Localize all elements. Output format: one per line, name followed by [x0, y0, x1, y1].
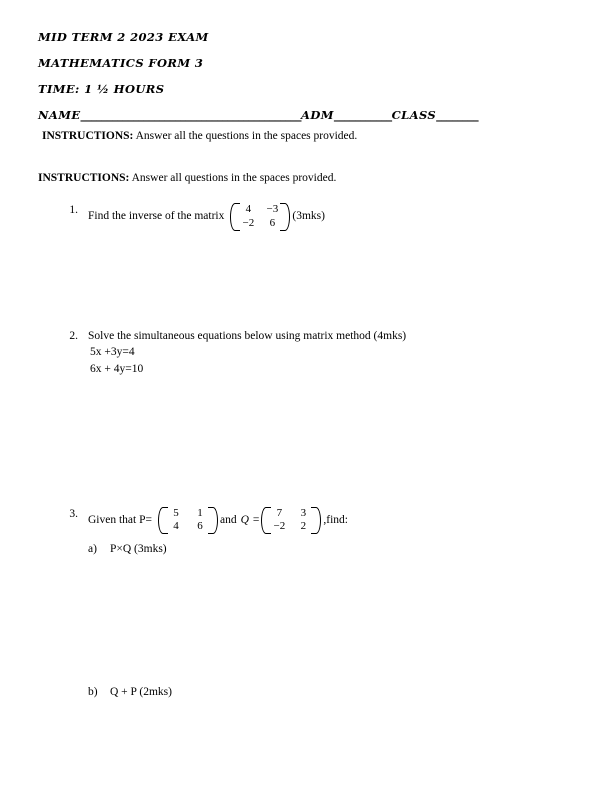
matrix-cell: 7 [276, 506, 283, 519]
question-text-start: Given that P= [88, 513, 152, 526]
equation-line-1: 5x +3y=4 [90, 346, 135, 359]
sub-question-a-label: a) [88, 543, 97, 556]
equals-sign: = [252, 513, 260, 526]
question-text-end: ,find: [323, 513, 349, 526]
matrix-cell: 2 [300, 520, 307, 533]
matrix-cell: 1 [197, 506, 203, 519]
question-text: Find the inverse of the matrix [88, 210, 225, 223]
question-list [38, 202, 556, 700]
question-body [88, 506, 556, 701]
question-text-mid: and [219, 513, 237, 526]
instructions-secondary [38, 172, 556, 184]
question-number: 3. [69, 507, 78, 520]
sub-question-a [88, 541, 556, 558]
question-number: 1. [69, 204, 78, 216]
class-label: CLASS [391, 108, 437, 122]
question-body [88, 328, 556, 378]
student-details-row [38, 108, 556, 122]
question-marks: (3mks) [292, 210, 325, 223]
left-paren-icon [261, 506, 268, 536]
matrix-cell: 6 [269, 216, 276, 229]
name-label: NAME [38, 108, 81, 122]
class-blank[interactable]: ________ [436, 108, 479, 122]
matrix-cell: −3 [266, 203, 279, 215]
matrix-q [261, 506, 321, 536]
sub-question-b-label: b) [88, 685, 98, 698]
right-paren-icon [314, 506, 321, 536]
exam-title-line: MID TERM 2 2023 EXAM [38, 30, 209, 44]
question-text: Solve the simultaneous equations below using matrix method (4mks) [88, 329, 407, 342]
matrix-cell: 5 [173, 506, 179, 519]
instructions-primary-lead: INSTRUCTIONS: [42, 130, 134, 142]
instructions-primary-text: Answer all the questions in the spaces provided. [133, 130, 358, 142]
matrix-p [158, 506, 218, 536]
exam-subject-line: MATHEMATICS FORM 3 [38, 56, 204, 70]
matrix-cell: −2 [273, 520, 286, 533]
right-paren-icon [211, 506, 218, 536]
instructions-secondary-text: Answer all questions in the spaces provided. [129, 172, 337, 184]
adm-blank[interactable]: ___________ [333, 108, 392, 122]
left-paren-icon [158, 506, 165, 536]
matrix-cell: 3 [300, 506, 307, 519]
matrix-cell: −2 [242, 216, 255, 229]
question-item [38, 506, 556, 701]
matrix-cell: 4 [245, 203, 252, 215]
exam-time-line: TIME: 1 ½ HOURS [38, 82, 165, 96]
left-paren-icon [230, 202, 237, 232]
question-number: 2. [69, 329, 78, 342]
sub-question-b [88, 684, 556, 701]
matrix-cell: 6 [197, 520, 203, 533]
question-item [38, 202, 556, 232]
adm-label: ADM [301, 108, 334, 122]
matrix-cell: 4 [173, 520, 179, 533]
sub-question-a-text: P×Q (3mks) [110, 543, 167, 556]
question-item [38, 328, 556, 378]
variable-q-label: Q [240, 513, 249, 526]
instructions-secondary-lead: INSTRUCTIONS: [38, 172, 130, 184]
instructions-primary [42, 130, 556, 142]
question-body [88, 202, 556, 232]
matrix-inverse-operand [230, 202, 290, 232]
sub-question-b-text: Q + P (2mks) [110, 685, 172, 698]
equation-line-2: 6x + 4y=10 [90, 362, 144, 375]
name-blank[interactable]: __________________________________________ [80, 108, 302, 122]
right-paren-icon [283, 202, 290, 232]
